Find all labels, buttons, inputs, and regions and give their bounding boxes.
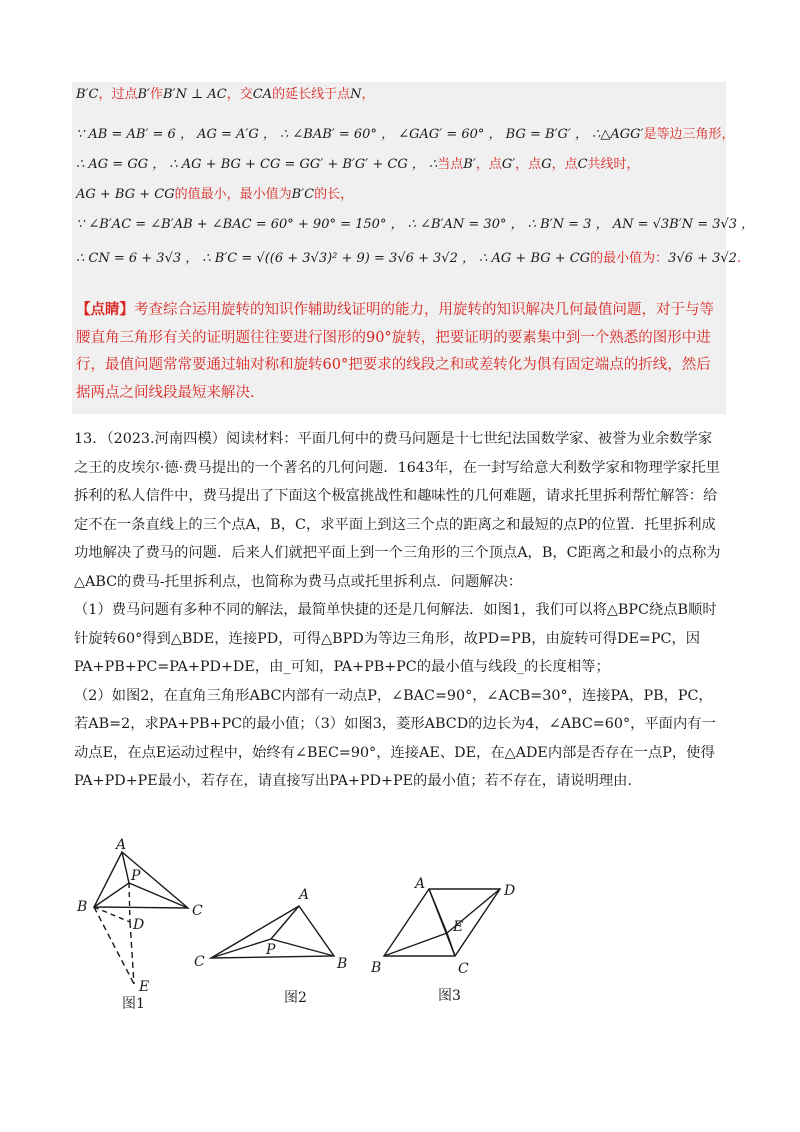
key-point-note [76, 296, 722, 407]
fig2-segment-ap [271, 906, 299, 939]
fig1-caption: 图1 [122, 996, 145, 1012]
fig3-segment-ae [429, 889, 447, 933]
fig2-label-b: B [337, 956, 348, 972]
fig1-label-a: A [116, 837, 127, 853]
solution-block [72, 82, 755, 414]
fig1-segment-bp [94, 883, 129, 907]
figures-row [72, 830, 552, 1020]
fig2-caption: 图2 [284, 990, 307, 1006]
key-point-text: 考查综合运用旋转的知识作辅助线证明的能力，用旋转的知识解决几何最值问题，对于与等腰直角三角形有关的证明题往往要进行图形的90°旋转，把要证明的要素集中到一个熟悉的图形中进行，最值问题常常要通过轴对称和旋转60°把要求的线段之和或差转化为俱有固定端点的折线，然后据两点之间线段最短来解决. [76, 302, 714, 401]
fig1-segment-bd [94, 907, 130, 922]
problem-13 [74, 425, 722, 796]
fig3-caption: 图3 [438, 988, 461, 1004]
solution-line-3: ∴ AG = GG ， ∴ AG + BG + CG = GG′ + B′G′ + CG ， ∴当点B′，点G′，点G，点C共线时， [76, 157, 640, 172]
fig1-segment-pd [129, 883, 130, 922]
solution-line-4: AG + BG + CG的值最小，最小值为B′C的长， [76, 187, 354, 202]
fig1-label-e: E [139, 979, 150, 995]
fig3-label-b: B [371, 960, 382, 976]
problem-part-1: （1）费马问题有多种不同的解法，最简单快捷的还是几何解法．如图1，我们可以将△BPC绕点B顺时针旋转60°得到△BDE，连接PD，可得△BPD为等边三角形，故PD=PB，由旋转可得DE=PC，因PA+PB+PC=PA+PD+DE，由_可知，PA+PB+PC的最小值与线段_的长度相等； [74, 602, 717, 675]
problem-parts-2-3: （2）如图2，在直角三角形ABC内部有一动点P，∠BAC=90°，∠ACB=30°，连接PA，PB，PC，若AB=2，求PA+PB+PC的最小值；（3）如图3，菱形ABCD的边长为4，∠ABC=60°，平面内有一动点E，在点E运动过程中，始终有∠BEC=90°，连接AE、DE，在△ADE内部是否存在一点P，使得PA+PD+PE最小，若存在，请直接写出PA+PD+PE的最小值；若不存在，请说明理由. [74, 687, 716, 789]
figure-3 [384, 889, 500, 956]
fig1-label-c: C [192, 903, 203, 919]
fig1-label-b: B [77, 899, 88, 915]
solution-line-6: ∴ CN = 6 + 3√3 ， ∴ B′C = √((6 + 3√3)² + 9) = 3√6 + 3√2 ， ∴ AG + BG + CG的最小值为：3√6 + 3√2. [76, 251, 742, 266]
fig1-segment-cp [129, 883, 188, 908]
fig3-label-d: D [504, 883, 516, 899]
key-point-tag: 【点睛】 [76, 301, 134, 318]
fig1-label-p: P [131, 868, 141, 884]
solution-line-5: ∵ ∠B′AC = ∠B′AB + ∠BAC = 60° + 90° = 150° ， ∴ ∠B′AN = 30° ， ∴ B′N = 3 ， AN = √3B′N = 3√3 ， [76, 217, 755, 232]
fig3-segment-be [384, 933, 447, 956]
fig1-triangle-abc [94, 852, 188, 908]
solution-line-2: ∵ AB = AB′ = 6 ， AG = A′G ， ∴ ∠BAB′ = 60° ， ∠GAG′ = 60° ， BG = B′G′ ， ∴△AGG′是等边三角形， [76, 127, 735, 142]
fig3-label-c: C [458, 961, 469, 977]
fig1-segment-be [94, 907, 134, 984]
fig3-segment-ce [447, 933, 455, 956]
problem-intro: 13．（2023.河南四模）阅读材料：平面几何中的费马问题是十七世纪法国数学家、被誉为业余数学家之王的皮埃尔·德·费马提出的一个著名的几何问题．1643年，在一封写给意大利数学家和物理学家托里拆利的私人信件中，费马提出了下面这个极富挑战性和趣味性的几何难题，请求托里拆利帮忙解答：给定不在一条直线上的三个点A，B，C，求平面上到这三个点的距离之和最短的点P的位置．托里拆利成功地解决了费马的问题．后来人们就把平面上到一个三角形的三个顶点A，B，C距离之和最小的点称为△ABC的费马-托里拆利点，也简称为费马点或托里拆利点．问题解决： [74, 431, 721, 590]
fig2-segment-cp [211, 939, 271, 958]
fig2-label-c: C [194, 954, 205, 970]
solution-line-1: B′C，过点B′作B′N ⊥ AC，交CA的延长线于点N， [76, 87, 375, 102]
fig3-label-a: A [415, 876, 426, 892]
fig2-label-p: P [266, 942, 276, 958]
figures-svg [72, 830, 552, 1020]
fig2-label-a: A [299, 887, 310, 903]
fig3-label-e: E [453, 919, 464, 935]
fig1-label-d: D [133, 917, 145, 933]
